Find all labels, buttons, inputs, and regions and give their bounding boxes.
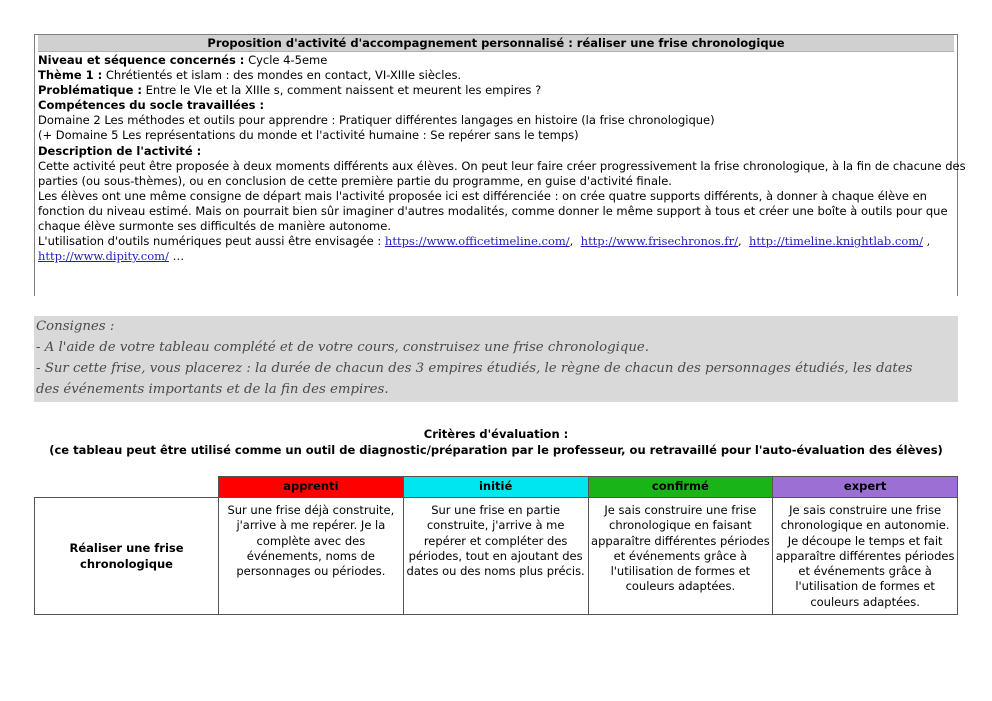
cell-confirme: Je sais construire une frise chronologique en faisant apparaître différentes périodes et événements grâce à l'utilisation de formes et couleurs adaptées.: [588, 498, 773, 615]
competences-line: [38, 98, 954, 113]
theme-line: [38, 68, 954, 83]
link-dipity[interactable]: http://www.dipity.com/: [38, 249, 169, 264]
niveau-label: Niveau et séquence concernés :: [38, 53, 245, 67]
theme-value: Chrétientés et islam : des mondes en contact, VI-XIIIe siècles.: [102, 68, 462, 83]
activity-box: [34, 34, 966, 296]
domaine5-line: (+ Domaine 5 Les représentations du monde et l'activité humaine : Se repérer sans le temps): [38, 128, 579, 143]
para2-line2: fonction du niveau estimé. Mais on pourrait bien sûr imaginer d'autres modalités, comme donner le même support à tous et créer une boîte à outils pour que: [38, 203, 948, 218]
cell-apprenti: Sur une frise déjà construite, j'arrive à me repérer. Je la complète avec des événements, noms de personnages ou périodes.: [219, 498, 404, 615]
criteria-header-row: [35, 477, 958, 498]
para1-line2: parties (ou sous-thèmes), ou en conclusion de cette première partie du programme, en guise d'activité finale.: [38, 173, 672, 188]
link-knightlab[interactable]: http://timeline.knightlab.com/: [749, 234, 924, 249]
cell-initie: Sur une frise en partie construite, j'arrive à me repérer et compléter des périodes, tout en ajoutant des dates ou des noms plus précis.: [403, 498, 588, 615]
link-officetimeline[interactable]: https://www.officetimeline.com/: [384, 234, 570, 249]
problematique-value: Entre le VIe et la XIIIe s, comment naissent et meurent les empires ?: [141, 83, 542, 98]
level-confirme: confirmé: [588, 477, 773, 498]
tools-intro: L'utilisation d'outils numériques peut aussi être envisagée :: [38, 234, 385, 249]
criteria-row-label-text: Réaliser une frise chronologique: [69, 541, 184, 571]
description-label: Description de l'activité :: [38, 143, 202, 158]
cell-expert: Je sais construire une frise chronologique en autonomie. Je découpe le temps et fait apparaître différentes périodes et événements grâce à l'utilisation de formes et couleurs adaptées.: [773, 498, 958, 615]
niveau-line: [38, 53, 954, 68]
activity-title: Proposition d'activité d'accompagnement personnalisé : réaliser une frise chronologique: [38, 35, 954, 52]
criteria-subtitle: (ce tableau peut être utilisé comme un outil de diagnostic/préparation par le professeur, ou retravaillé pour l'auto-évaluation des élèves): [49, 443, 943, 457]
criteria-header-blank: [35, 477, 219, 498]
para1-line1: Cette activité peut être proposée à deux moments différents aux élèves. On peut leur faire créer progressivement la frise chronologique, à la fin de chacune des: [38, 158, 966, 173]
level-apprenti: apprenti: [219, 477, 404, 498]
problematique-line: [38, 83, 954, 98]
problematique-label: Problématique :: [38, 83, 142, 98]
level-initie: initié: [403, 477, 588, 498]
criteria-title: Critères d'évaluation :: [423, 427, 569, 441]
consignes-line2b: des événements importants et de la fin des empires.: [36, 382, 389, 397]
link-frisechronos[interactable]: http://www.frisechronos.fr/: [580, 234, 739, 249]
description-line: [38, 144, 954, 159]
para2-line1: Les élèves ont une même consigne de départ mais l'activité proposée ici est différenciée : on crée quatre supports différents, à donner à chaque élève en: [38, 188, 927, 203]
tools-line2: [38, 249, 954, 264]
competences-label: Compétences du socle travaillées :: [38, 98, 265, 113]
tools-line: L'utilisation d'outils numériques peut aussi être envisagée : https://www.officetimeline.com/, http://www.frisechronos.fr/, http://timeline.knightlab.com/ ,: [38, 234, 931, 249]
level-expert: expert: [773, 477, 958, 498]
consignes-box: [34, 316, 958, 402]
tools-ellipsis: …: [168, 249, 185, 264]
consignes-heading: Consignes :: [36, 319, 115, 334]
niveau-value: Cycle 4-5eme: [244, 53, 328, 67]
activity-body: [35, 52, 966, 264]
criteria-table: [34, 476, 958, 615]
criteria-row: [35, 498, 958, 615]
consignes-line2a: - Sur cette frise, vous placerez : la durée de chacun des 3 empires étudiés, le règne de chacun des personnages étudiés, les dates: [36, 361, 913, 376]
consignes-line1: - A l'aide de votre tableau complété et de votre cours, construisez une frise chronologique.: [36, 340, 650, 355]
criteria-row-label: [35, 498, 219, 615]
domaine2-line: Domaine 2 Les méthodes et outils pour apprendre : Pratiquer différentes langages en histoire (la frise chronologique): [38, 113, 715, 128]
theme-label: Thème 1 :: [38, 68, 103, 83]
para2-line3: chaque élève surmonte ses difficultés de manière autonome.: [38, 219, 391, 234]
